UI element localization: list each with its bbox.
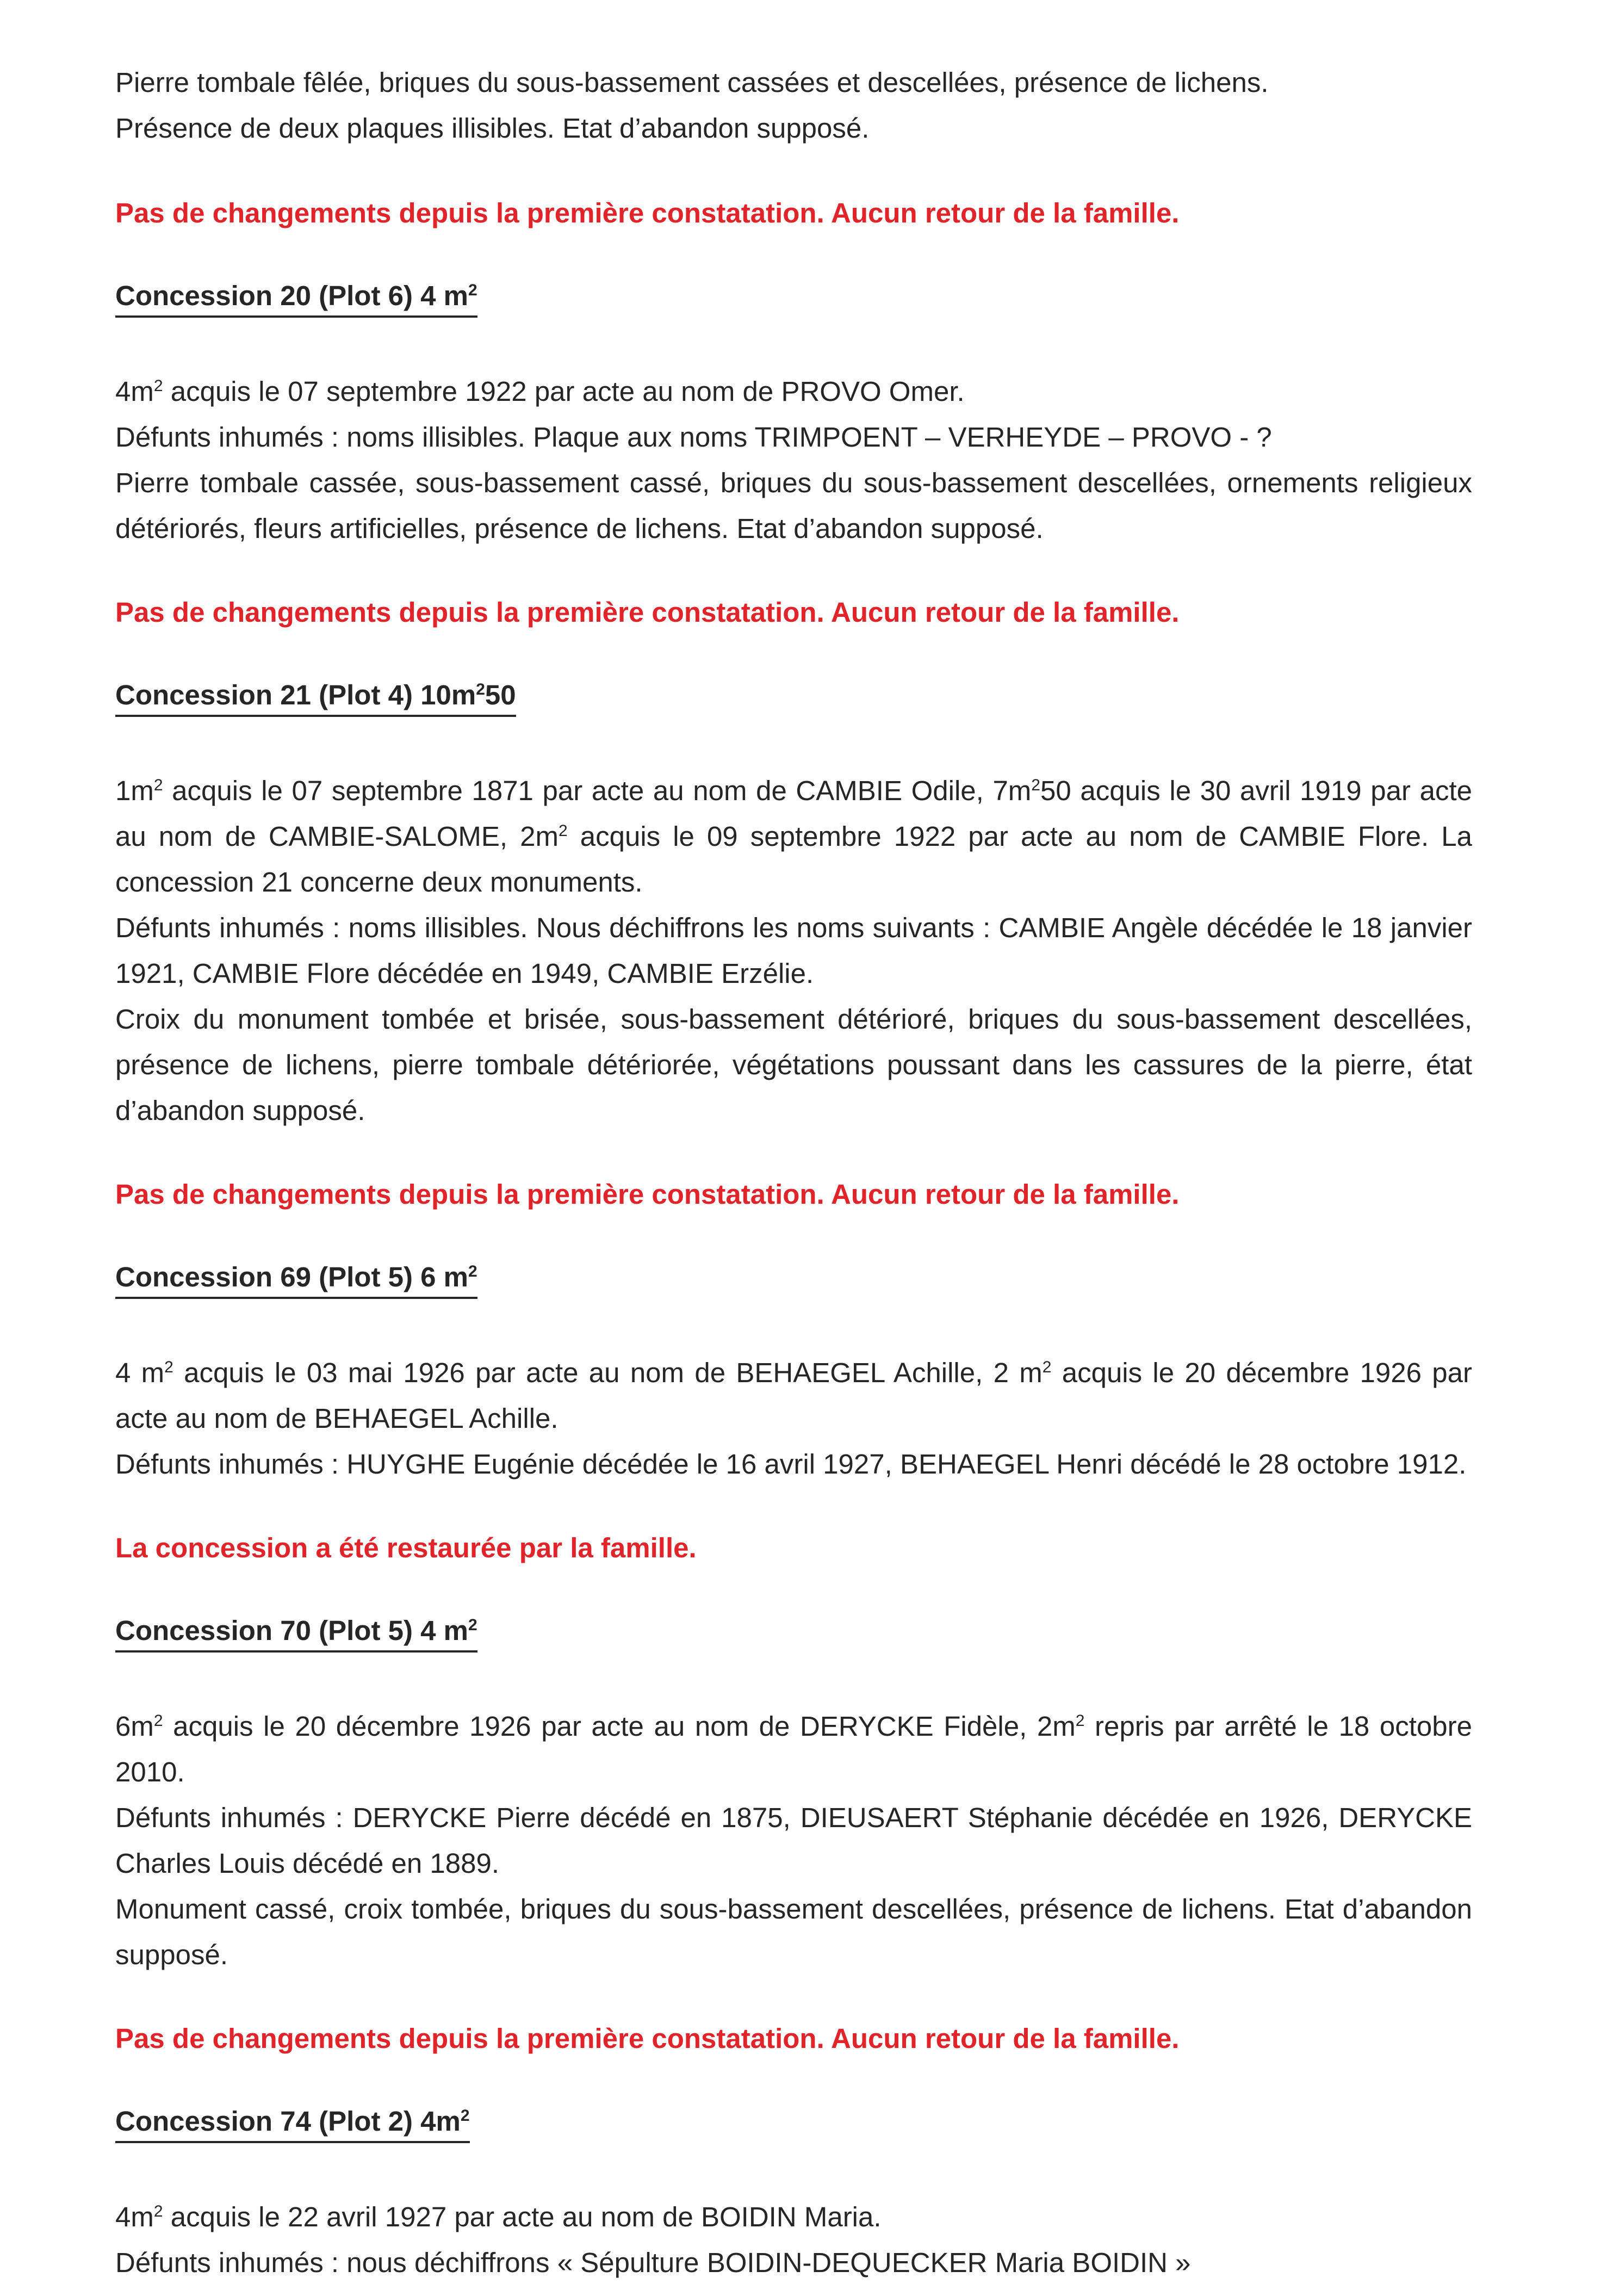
c70-p1-b: acquis le 20 décembre 1926 par acte au nom de DERYCKE Fidèle, 2m [163,1711,1076,1742]
concession-74-heading-wrap [115,2103,1472,2170]
concession-70-heading [115,1612,477,1653]
concession-69-defunts: Défunts inhumés : HUYGHE Eugénie décédée le 16 avril 1927, BEHAEGEL Henri décédé le 28 octobre 1912. [115,1449,1467,1480]
intro-line-1: Pierre tombale fêlée, briques du sous-bassement cassées et descellées, présence de lichens. [115,67,1269,98]
c21-p1-sup2: 2 [1031,776,1040,794]
concession-21-heading [115,677,516,717]
concession-20-defunts: Défunts inhumés : noms illisibles. Plaque aux noms TRIMPOENT – VERHEYDE – PROVO - ? [115,422,1272,453]
concession-74-heading-text: Concession 74 (Plot 2) 4m [115,2106,461,2137]
concession-20-heading-sup: 2 [468,281,477,299]
concession-70-acquisition [115,1704,1472,1795]
concession-70-status: Pas de changements depuis la première constatation. Aucun retour de la famille. [115,2023,1180,2054]
c69-p1-sup2: 2 [1042,1358,1052,1376]
concession-69-heading-wrap [115,1259,1472,1326]
concession-20-etat: Pierre tombale cassée, sous-bassement cassé, briques du sous-bassement descellées, ornements religieux détériorés, fleurs artificielles, présence de lichens. Etat d’abandon supposé. [115,467,1472,544]
concession-21-heading-text: Concession 21 (Plot 4) 10m [115,679,476,710]
c70-p1-sup1: 2 [153,1712,163,1730]
c21-p1-b: acquis le 07 septembre 1871 par acte au nom de CAMBIE Odile, 7m [163,775,1032,806]
intro-status: Pas de changements depuis la première constatation. Aucun retour de la famille. [115,197,1180,228]
concession-21-acquisition [115,768,1472,905]
concession-69-acquisition [115,1350,1472,1441]
c21-p1-a: 1m [115,775,154,806]
concession-70-defunts: Défunts inhumés : DERYCKE Pierre décédé en 1875, DIEUSAERT Stéphanie décédée en 1926, DERYCKE Charles Louis décédé en 1889. [115,1802,1472,1879]
concession-21-etat: Croix du monument tombée et brisée, sous-bassement détérioré, briques du sous-bassement descellées, présence de lichens, pierre tombale détériorée, végétations poussant dans les cassures de la pierre, état d’abandon supposé. [115,1004,1472,1126]
c69-p1-sup1: 2 [164,1358,173,1376]
concession-20-status: Pas de changements depuis la première constatation. Aucun retour de la famille. [115,597,1180,628]
c69-p1-a: 4 m [115,1357,165,1388]
concession-74-heading-sup: 2 [460,2107,470,2125]
concession-20-heading-text: Concession 20 (Plot 6) 4 m [115,280,469,311]
concession-21-heading-wrap [115,677,1472,744]
c20-p1-a: 4m [115,376,154,407]
concession-74-heading [115,2103,470,2143]
concession-20-heading [115,277,477,318]
c70-p1-sup2: 2 [1075,1712,1085,1730]
concession-21-status: Pas de changements depuis la première constatation. Aucun retour de la famille. [115,1179,1180,1210]
concession-69-heading-sup: 2 [468,1263,477,1280]
c20-p1-sup: 2 [153,377,163,395]
intro-paragraph [115,60,1472,151]
concession-74-acquisition [115,2194,1472,2240]
c74-p1-sup: 2 [153,2202,163,2220]
c21-p1-sup1: 2 [153,776,163,794]
concession-69-status: La concession a été restaurée par la famille. [115,1532,697,1563]
concession-69-heading-text: Concession 69 (Plot 5) 6 m [115,1261,469,1292]
concession-70-heading-wrap [115,1612,1472,1680]
concession-70-etat: Monument cassé, croix tombée, briques du sous-bassement descellées, présence de lichens. Etat d’abandon supposé. [115,1893,1472,1970]
concession-20-acquisition [115,369,1472,414]
c69-p1-c: acquis le 20 décembre 1926 par acte au nom de BEHAEGEL Achille. [115,1357,1472,1434]
c74-p1-b: acquis le 22 avril 1927 par acte au nom de BOIDIN Maria. [163,2201,882,2232]
c21-p1-c: 50 acquis le 30 avril 1919 par acte au nom de CAMBIE-SALOME, 2m [115,775,1472,852]
concession-21-heading-post: 50 [485,679,516,710]
concession-70-heading-sup: 2 [468,1616,477,1634]
concession-20-heading-wrap [115,277,1472,345]
document-content [115,60,1472,2286]
c70-p1-c: repris par arrêté le 18 octobre 2010. [115,1711,1472,1787]
concession-21-defunts: Défunts inhumés : noms illisibles. Nous déchiffrons les noms suivants : CAMBIE Angèle décédée le 18 janvier 1921, CAMBIE Flore décédée en 1949, CAMBIE Erzélie. [115,912,1472,989]
intro-line-2: Présence de deux plaques illisibles. Etat d’abandon supposé. [115,113,870,144]
c74-p1-a: 4m [115,2201,154,2232]
concession-69-heading [115,1259,477,1299]
c21-p1-d: acquis le 09 septembre 1922 par acte au nom de CAMBIE Flore. La concession 21 concerne deux monuments. [115,821,1472,898]
concession-74-defunts: Défunts inhumés : nous déchiffrons « Sépulture BOIDIN-DEQUECKER Maria BOIDIN » [115,2247,1191,2278]
concession-70-heading-text: Concession 70 (Plot 5) 4 m [115,1615,469,1646]
c70-p1-a: 6m [115,1711,154,1742]
concession-21-heading-sup: 2 [476,680,485,698]
c21-p1-sup3: 2 [558,822,568,840]
c20-p1-b: acquis le 07 septembre 1922 par acte au nom de PROVO Omer. [163,376,965,407]
c69-p1-b: acquis le 03 mai 1926 par acte au nom de BEHAEGEL Achille, 2 m [173,1357,1043,1388]
